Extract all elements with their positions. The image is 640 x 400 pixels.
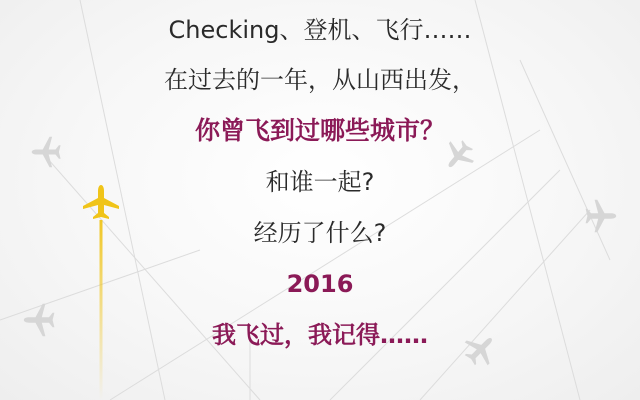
year-label: 2016 — [286, 270, 354, 298]
origin-line: 在过去的一年，从山西出发， — [164, 66, 476, 94]
question-experience: 经历了什么? — [253, 219, 387, 247]
question-companions: 和谁一起? — [265, 168, 375, 196]
closing-line: 我飞过，我记得…… — [212, 321, 428, 349]
intro-line: Checking、登机、飞行…… — [168, 16, 472, 44]
question-cities: 你曾飞到过哪些城市？ — [194, 116, 445, 145]
